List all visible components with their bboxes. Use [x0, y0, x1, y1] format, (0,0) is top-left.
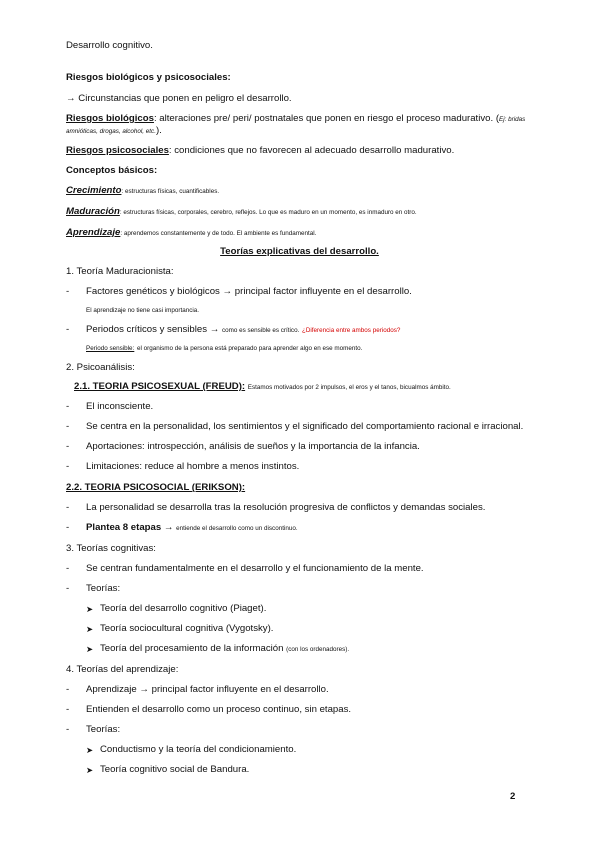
s4-heading: 4. Teorías del aprendizaje: — [66, 664, 179, 675]
s1-heading: 1. Teoría Maduracionista: — [66, 266, 174, 277]
bullet-dash: - — [66, 522, 70, 533]
s1-bullet-1 — [86, 286, 412, 298]
biologicos-close: ). — [155, 125, 162, 136]
aprendizaje-label: Aprendizaje — [66, 227, 121, 238]
page-number: 2 — [510, 791, 516, 802]
s3-b1: Se centran fundamentalmente en el desarrollo y el funcionamiento de la mente. — [86, 563, 424, 574]
teorias-heading: Teorías explicativas del desarrollo. — [220, 246, 379, 257]
maduracion-line — [66, 206, 417, 219]
s3-t3-small: (con los ordenadores). — [286, 646, 350, 653]
s21-b3: Aportaciones: introspección, análisis de sueños y la importancia de la infancia. — [86, 441, 420, 452]
biologicos-line-2 — [66, 125, 162, 138]
aprendizaje-text: : aprendemos constantemente y de todo. El ambiente es fundamental. — [120, 230, 317, 237]
bullet-dash: - — [66, 324, 70, 335]
psicosociales-label: Riesgos psicosociales — [66, 145, 169, 156]
s1-b2: Periodos críticos y sensibles — [86, 324, 208, 335]
biologicos-example-1: Ej: bridas — [499, 116, 526, 123]
triangle-bullet-icon: ➤ — [86, 765, 94, 775]
triangle-bullet-icon: ➤ — [86, 624, 94, 634]
bullet-dash: - — [66, 286, 70, 297]
s21-heading: 2.1. TEORIA PSICOSEXUAL (FREUD): — [74, 381, 246, 392]
s21-text: Estamos motivados por 2 impulsos, el eros y el tanos, bicualmos ámbito. — [247, 384, 451, 391]
s3-t3: Teoría del procesamiento de la información — [100, 643, 284, 654]
bullet-dash: - — [66, 441, 70, 452]
triangle-bullet-icon: ➤ — [86, 644, 94, 654]
s1-note: El aprendizaje no tiene casi importancia. — [86, 307, 200, 314]
s1-b1-rest: principal factor influyente en el desarrollo. — [234, 286, 412, 297]
s1-sens-label: Periodo sensible: — [86, 345, 135, 352]
bullet-dash: - — [66, 502, 70, 513]
s1-sens-text: el organismo de la persona está preparado para aprender algo en ese momento. — [136, 345, 363, 352]
riesgos-heading: Riesgos biológicos y psicosociales: — [66, 72, 231, 83]
biologicos-label: Riesgos biológicos — [66, 113, 154, 124]
s22-heading: 2.2. TEORIA PSICOSOCIAL (ERIKSON): — [66, 482, 246, 493]
s22-b2: Plantea 8 etapas — [86, 522, 162, 533]
s3-b2: Teorías: — [86, 583, 121, 594]
bullet-dash: - — [66, 563, 70, 574]
s3-t3-line — [100, 643, 349, 656]
s4-b1-rest: principal factor influyente en el desarrollo. — [151, 684, 329, 695]
s4-b2: Entienden el desarrollo como un proceso continuo, sin etapas. — [86, 704, 352, 715]
maduracion-text: : estructuras físicas, corporales, cerebro, reflejos. Lo que es maduro en un momento, es inmaduro en otro. — [119, 209, 417, 216]
s21-b1: El inconsciente. — [86, 401, 154, 412]
s4-b3: Teorías: — [86, 724, 121, 735]
conceptos-heading: Conceptos básicos: — [66, 165, 158, 176]
s21-b4: Limitaciones: reduce al hombre a menos instintos. — [86, 461, 300, 472]
s4-t1: Conductismo y la teoría del condicionamiento. — [100, 744, 297, 755]
arrow-right-icon: → — [209, 324, 220, 335]
doc-title: Desarrollo cognitivo. — [66, 40, 153, 51]
bullet-dash: - — [66, 421, 70, 432]
bullet-dash: - — [66, 401, 70, 412]
s3-t1: Teoría del desarrollo cognitivo (Piaget). — [100, 603, 267, 614]
s1-b2-question: ¿Diferencia entre ambos periodos? — [302, 327, 401, 334]
s21-line — [74, 381, 451, 394]
triangle-bullet-icon: ➤ — [86, 604, 94, 614]
bullet-dash: - — [66, 583, 70, 594]
s4-t2: Teoría cognitivo social de Bandura. — [100, 764, 250, 775]
crecimiento-label: Crecimiento — [66, 185, 122, 196]
s1-sensible-line — [86, 342, 362, 355]
bullet-dash: - — [66, 704, 70, 715]
riesgos-arrow-line — [66, 93, 292, 105]
biologicos-example-2: amnióticas, drogas, alcohol, etc. — [66, 128, 156, 135]
aprendizaje-line — [66, 227, 316, 240]
s2-heading: 2. Psicoanálisis: — [66, 362, 135, 373]
riesgos-arrow-text: Circunstancias que ponen en peligro el desarrollo. — [78, 93, 292, 104]
triangle-bullet-icon: ➤ — [86, 745, 94, 755]
bullet-dash: - — [66, 684, 70, 695]
crecimiento-text: : estructuras físicas, cuantificables. — [121, 188, 220, 195]
s1-b2-rest: como es sensible es crítico. — [221, 327, 300, 334]
s22-b2-rest: entiende el desarrollo como un discontinuo. — [176, 525, 298, 532]
bullet-dash: - — [66, 724, 70, 735]
arrow-right-icon: → — [66, 93, 76, 104]
maduracion-label: Maduración — [66, 206, 120, 217]
s21-b2: Se centra en la personalidad, los sentimientos y el significado del comportamiento racional e irracional. — [86, 421, 524, 432]
bullet-dash: - — [66, 461, 70, 472]
arrow-right-icon: → — [222, 286, 233, 297]
s22-bullet-2 — [86, 522, 298, 535]
s22-b1: La personalidad se desarrolla tras la resolución progresiva de conflictos y demandas sociales. — [86, 502, 486, 513]
psicosociales-text: : condiciones que no favorecen al adecuado desarrollo madurativo. — [168, 145, 455, 156]
biologicos-text: : alteraciones pre/ peri/ postnatales que ponen en riesgo el proceso madurativo. ( — [153, 113, 500, 124]
s3-t2: Teoría sociocultural cognitiva (Vygotsky). — [100, 623, 274, 634]
s1-b1: Factores genéticos y biológicos — [86, 286, 220, 297]
s4-b1: Aprendizaje — [86, 684, 137, 695]
arrow-right-icon: → — [139, 684, 149, 695]
s4-bullet-1 — [86, 684, 329, 696]
s1-bullet-2 — [86, 324, 400, 337]
arrow-right-icon: → — [163, 522, 174, 533]
crecimiento-line — [66, 185, 219, 198]
psicosociales-line — [66, 145, 454, 157]
s3-heading: 3. Teorías cognitivas: — [66, 543, 156, 554]
